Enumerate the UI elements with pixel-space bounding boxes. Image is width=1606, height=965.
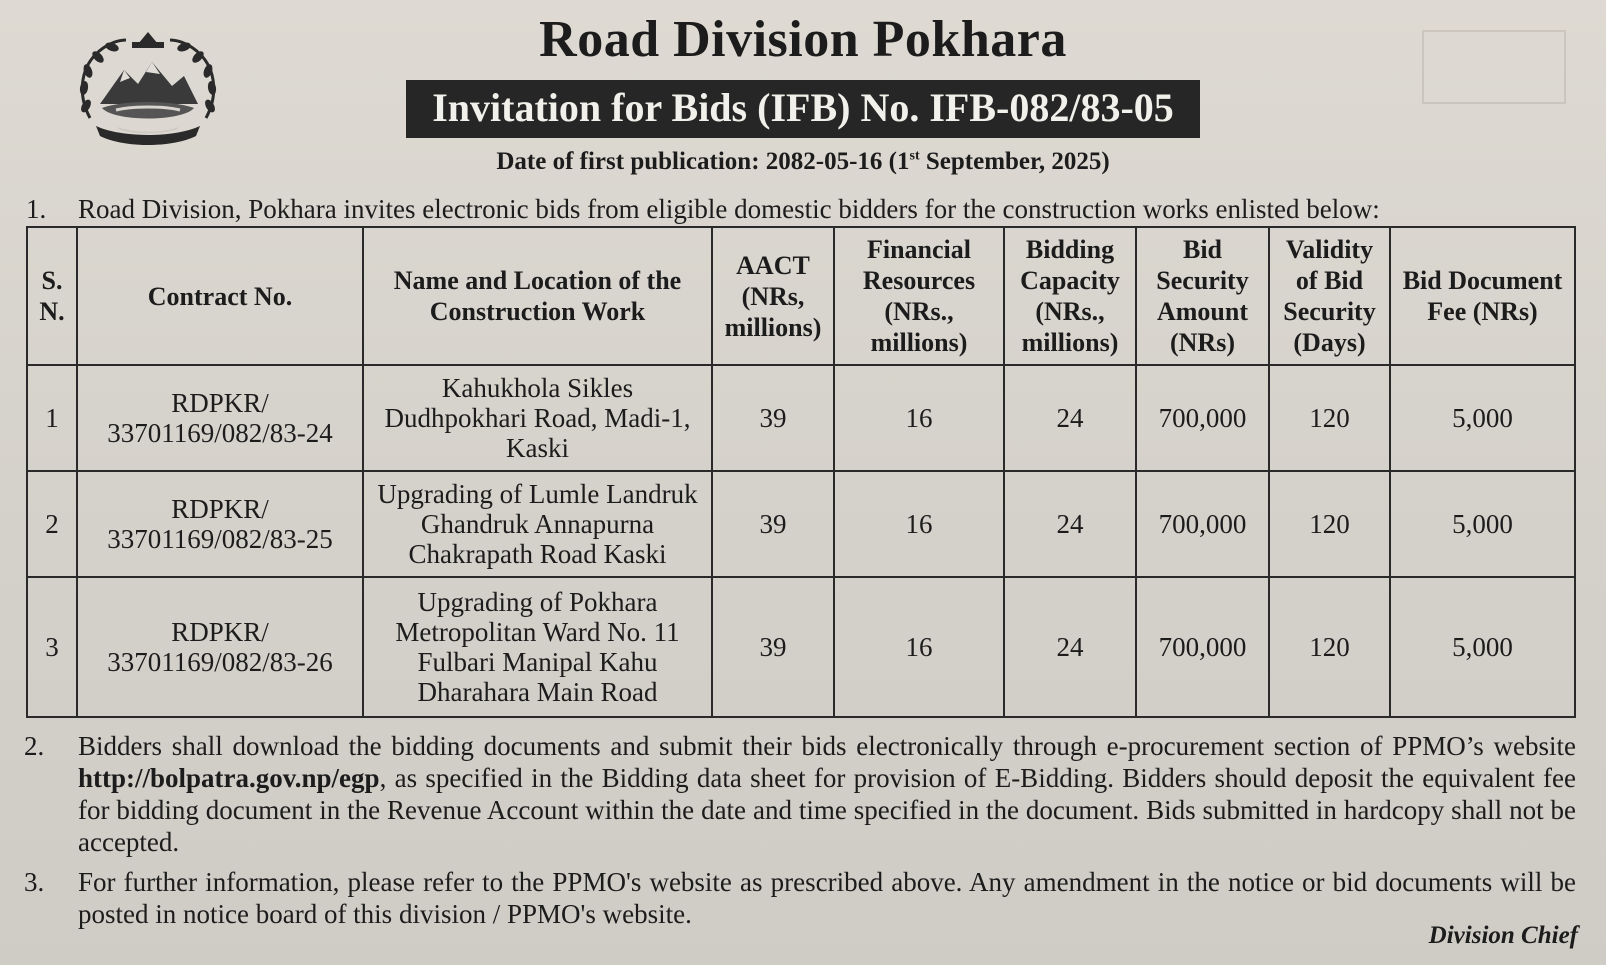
table-row [27,577,1575,717]
cell-aact: 39 [712,365,834,471]
cell-fee: 5,000 [1390,365,1575,471]
publication-date-prefix: Date of first publication: 2082-05-16 (1 [496,148,910,175]
intro-paragraph [26,193,1556,225]
cell-security: 700,000 [1136,471,1269,577]
cell-aact: 39 [712,471,834,577]
cell-security: 700,000 [1136,365,1269,471]
para3-text: For further information, please refer to the PPMO's website as prescribed above. Any amendment in the notice or bid documents will be posted in notice board of this division / PPMO's website. [78,867,1576,929]
cell-capacity: 24 [1004,577,1136,717]
header-aact: AACT (NRs, millions) [712,227,834,365]
header-sn: S. N. [27,227,77,365]
cell-capacity: 24 [1004,365,1136,471]
para2-text [24,730,1576,858]
header-validity: Validity of Bid Security (Days) [1269,227,1390,365]
header-financial: Financial Resources (NRs., millions) [834,227,1004,365]
header-security: Bid Security Amount (NRs) [1136,227,1269,365]
cell-financial: 16 [834,471,1004,577]
table-row [27,365,1575,471]
cell-sn: 3 [27,577,77,717]
further-info-paragraph [24,866,1576,930]
para2-number: 2. [24,731,45,761]
bids-table [26,226,1576,718]
cell-contract: RDPKR/ 33701169/082/83-24 [77,365,363,471]
para2-text-before: Bidders shall download the bidding documents and submit their bids electronically through e-procurement section of PPMO’s website [78,731,1576,761]
cell-contract: RDPKR/ 33701169/082/83-26 [77,577,363,717]
para3-number: 3. [24,867,45,897]
header-name: Name and Location of the Construction Work [363,227,712,365]
cell-financial: 16 [834,365,1004,471]
cell-sn: 1 [27,365,77,471]
cell-contract: RDPKR/ 33701169/082/83-25 [77,471,363,577]
intro-number: 1. [26,194,47,224]
cell-aact: 39 [712,577,834,717]
intro-text: Road Division, Pokhara invites electronic bids from eligible domestic bidders for the construction works enlisted below: [78,194,1380,224]
cell-sn: 2 [27,471,77,577]
egp-link[interactable]: http://bolpatra.gov.np/egp [78,763,380,793]
page-title: Road Division Pokhara [539,11,1067,68]
publication-date [0,148,1606,176]
cell-validity: 120 [1269,577,1390,717]
cell-fee: 5,000 [1390,577,1575,717]
cell-capacity: 24 [1004,471,1136,577]
signature-division-chief: Division Chief [1428,922,1578,949]
ifb-banner-wrap [0,80,1606,138]
cell-financial: 16 [834,577,1004,717]
cell-name: Upgrading of Pokhara Metropolitan Ward No. 11 Fulbari Manipal Kahu Dharahara Main Road [363,577,712,717]
header-fee: Bid Document Fee (NRs) [1390,227,1575,365]
para2-text-after: , as specified in the Bidding data sheet for provision of E-Bidding. Bidders should deposit the equivalent fee for bidding document in the Revenue Account within the date and time specified in the document. Bids submitted in hardcopy shall not be accepted. [78,763,1576,857]
cell-fee: 5,000 [1390,471,1575,577]
publication-date-sup: st [909,148,920,164]
cell-validity: 120 [1269,471,1390,577]
cell-name: Upgrading of Lumle Landruk Ghandruk Annapurna Chakrapath Road Kaski [363,471,712,577]
table-header-row [27,227,1575,365]
header-capacity: Bidding Capacity (NRs., millions) [1004,227,1136,365]
cell-validity: 120 [1269,365,1390,471]
header-contract: Contract No. [77,227,363,365]
publication-date-suffix: September, 2025) [919,148,1110,175]
table-row [27,471,1575,577]
cell-name: Kahukhola Sikles Dudhpokhari Road, Madi-1, Kaski [363,365,712,471]
cell-security: 700,000 [1136,577,1269,717]
bidding-instructions-paragraph [24,730,1576,858]
ifb-banner: Invitation for Bids (IFB) No. IFB-082/83-05 [406,80,1200,138]
